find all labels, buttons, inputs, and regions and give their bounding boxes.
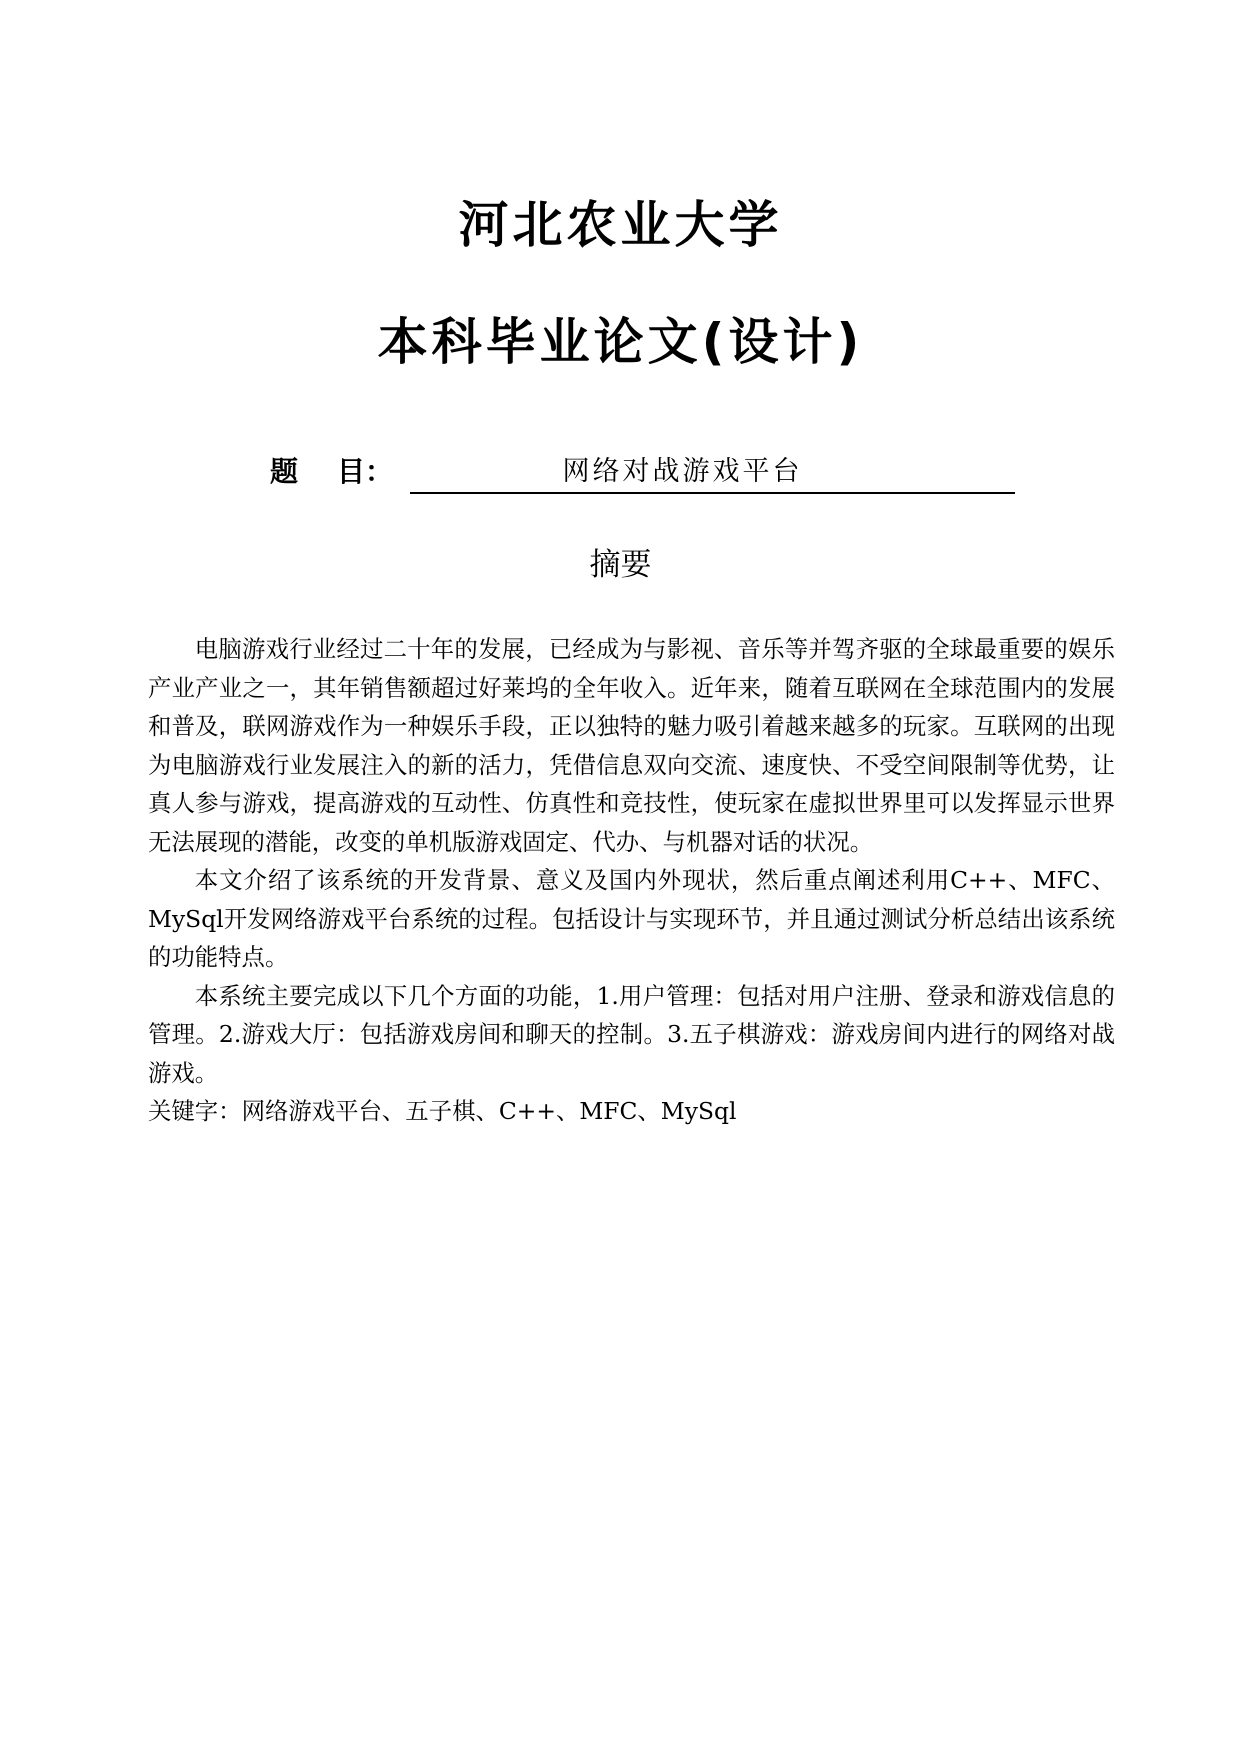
topic-row [270, 452, 1015, 496]
university-name: 河北农业大学 [458, 196, 783, 254]
keywords-label: 关键字： [148, 1097, 242, 1125]
abstract-paragraph-1: 电脑游戏行业经过二十年的发展，已经成为与影视、音乐等并驾齐驱的全球最重要的娱乐产业产业之一，其年销售额超过好莱坞的全年收入。近年来，随着互联网在全球范围内的发展和普及，联网游戏作为一种娱乐手段，正以独特的魅力吸引着越来越多的玩家。互联网的出现为电脑游戏行业发展注入的新的活力，凭借信息双向交流、速度快、不受空间限制等优势，让真人参与游戏，提高游戏的互动性、仿真性和竞技性，使玩家在虚拟世界里可以发挥显示世界无法展现的潜能，改变的单机版游戏固定、代办、与机器对话的状况。 [148, 635, 1115, 856]
thesis-type-title: 本科毕业论文(设计) [377, 313, 864, 371]
abstract-paragraph-3: 本系统主要完成以下几个方面的功能，1.用户管理：包括对用户注册、登录和游戏信息的管理。2.游戏大厅：包括游戏房间和聊天的控制。3.五子棋游戏：游戏房间内进行的网络对战游戏。 [148, 981, 1115, 1087]
topic-value: 网络对战游戏平台 [562, 456, 803, 487]
keywords-value: 网络游戏平台、五子棋、C++、MFC、MySql [241, 1097, 737, 1125]
keywords-line [148, 1092, 1115, 1131]
abstract-paragraph-2: 本文介绍了该系统的开发背景、意义及国内外现状，然后重点阐述利用C++、MFC、MySql开发网络游戏平台系统的过程。包括设计与实现环节，并且通过测试分析总结出该系统的功能特点。 [148, 866, 1115, 971]
topic-label: 题 目： [270, 455, 393, 488]
topic-underline [410, 452, 1015, 494]
abstract-heading: 摘要 [589, 547, 652, 583]
abstract-body [148, 630, 1115, 1131]
